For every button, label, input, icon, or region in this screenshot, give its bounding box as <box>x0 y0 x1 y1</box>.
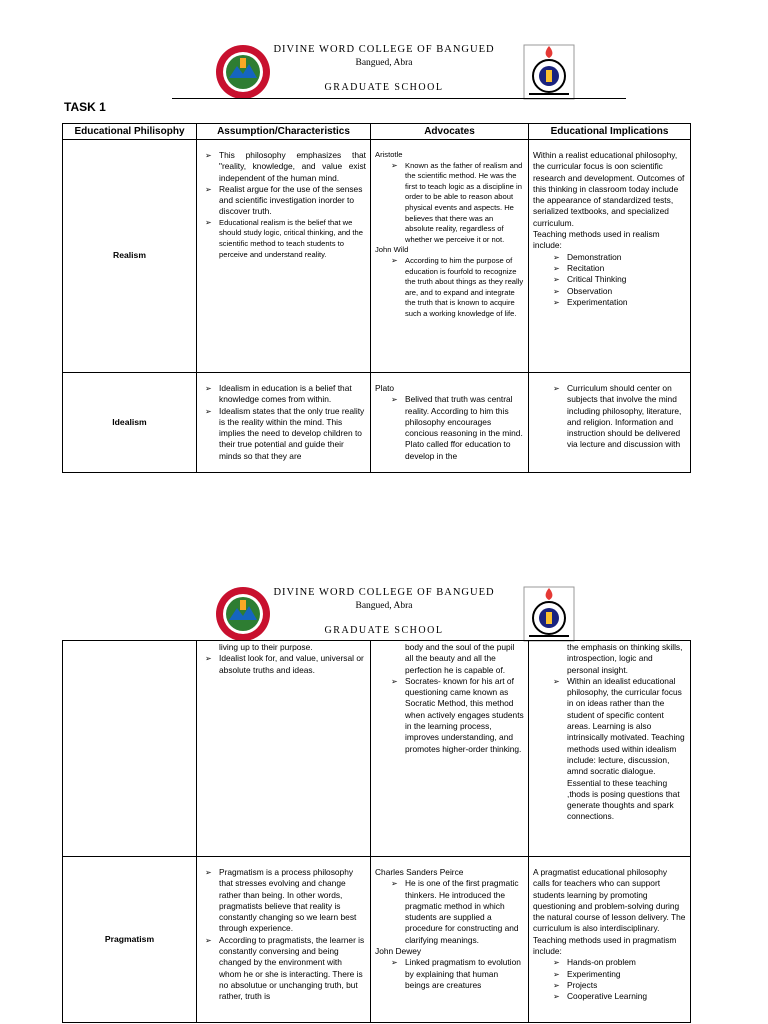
table-row-realism <box>63 140 691 373</box>
advocates-cell <box>371 641 529 857</box>
college-name: DIVINE WORD COLLEGE OF BANGUED <box>273 44 495 55</box>
list-item: ➢ Idealism states that the only true reality is the reality within the mind. This implies the need to develop children to their true potential and guide their minds so that they are <box>219 406 366 462</box>
advocate-name: John Dewey <box>375 946 422 957</box>
list-item: ➢ Observation <box>567 286 686 297</box>
implications-methods-intro: Teaching methods used in realism include: <box>533 229 660 251</box>
advocate-name: Plato <box>375 383 395 393</box>
list-item: ➢ He is one of the first pragmatic thinkers. He introduced the pragmatic method in which students are supplied a procedure for constructing and clarifying meanings. <box>405 878 524 946</box>
list-item: ➢ Linked pragmatism to evolution by explaining that human beings are creatures <box>405 957 524 991</box>
advocates-cell <box>371 857 529 1023</box>
implications-text: Within a realist educational philosophy, the curricular focus is oon scientific research and development. Outcomes of this thinking in classroom today include the appearance of standardized tests, serialized textbooks, and specialized curriculum. <box>533 150 685 228</box>
list-item: ➢ Socrates- known for his art of questioning came known as Socratic Method, this method when actively engages students in the learning process, improves understanding, and promotes higher-order thinking. <box>405 676 524 755</box>
task-label: TASK 1 <box>64 100 106 114</box>
continued-text: living up to their purpose. <box>219 642 313 652</box>
implications-cell <box>529 373 691 473</box>
list-item: ➢ Experimenting <box>567 969 686 980</box>
college-location: Bangued, Abra <box>355 601 413 611</box>
philosophy-name: Pragmatism <box>63 857 197 1023</box>
list-item: ➢ Recitation <box>567 263 686 274</box>
list-item: ➢ Cooperative Learning <box>567 991 686 1002</box>
list-item: ➢ Idealism in education is a belief that knowledge comes from within. <box>219 383 366 406</box>
list-item: ➢ Realist argue for the use of the senses and scientific investigation inorder to discover truth. <box>219 184 366 218</box>
list-item: ➢ Experimentation <box>567 297 686 308</box>
advocate-name: Aristotle <box>375 150 403 159</box>
assumptions-cell <box>197 140 371 373</box>
document-page-2 <box>0 570 768 1024</box>
assumptions-cell <box>197 857 371 1023</box>
list-item: ➢ Hands-on problem <box>567 957 686 968</box>
list-item: ➢ Idealist look for, and value, universal or absolute truths and ideas. <box>219 653 366 676</box>
list-item: ➢ Critical Thinking <box>567 274 686 285</box>
school-name: GRADUATE SCHOOL <box>324 82 444 93</box>
table-row-idealism <box>63 373 691 473</box>
table-row-idealism-continued <box>63 641 691 857</box>
implications-cell <box>529 641 691 857</box>
list-item: ➢ Projects <box>567 980 686 991</box>
philosophy-name: Idealism <box>63 373 197 473</box>
list-item: ➢ According to pragmatists, the learner is constantly conversing and being changed by the environment with whom he or she is interacting. There is no absolutue or unchanging truth, but rather, truth is <box>219 935 366 1003</box>
continued-text: body and the soul of the pupil all the beauty and all the perfection he is capable of. <box>405 642 515 675</box>
advocate-name: Charles Sanders Peirce <box>375 867 464 877</box>
list-item: ➢ Belived that truth was central reality. According to him this philosophy encourages concious reasoning in the mind. Plato called ffor education to develop in the <box>405 394 524 462</box>
column-header: Assumption/Characteristics <box>197 124 371 140</box>
assumptions-cell <box>197 373 371 473</box>
document-page-1 <box>0 0 768 500</box>
list-item: ➢ Demonstration <box>567 252 686 263</box>
column-header: Educational Implications <box>529 124 691 140</box>
advocates-cell <box>371 140 529 373</box>
philosophy-table-page-1 <box>62 123 691 473</box>
column-header: Advocates <box>371 124 529 140</box>
list-item: ➢ Curriculum should center on subjects that involve the mind including philosophy, literature, and religion. Information and instruction should be delivered via lecture and discussion with <box>567 383 686 451</box>
college-name: DIVINE WORD COLLEGE OF BANGUED <box>273 587 495 598</box>
list-item: ➢ Educational realism is the belief that we should study logic, critical thinking, and the scientific method to teach students to perceive and understand reality. <box>219 218 366 260</box>
continued-text: the emphasis on thinking skills, introspection, logic and personal insight. <box>567 642 683 675</box>
advocates-cell <box>371 373 529 473</box>
list-item: ➢ Within an idealist educational philosophy, the curricular focus in on ideas rather than the student of specific content areas. Learning is also intrinsically motivated. Teaching methods used within idealism include: lecture, discussion, amnd socratic dialogue. Essential to these teaching ,thods is posing questions that generate thoughts and spark connections. <box>567 676 686 823</box>
philosophy-table-page-2 <box>62 640 691 1023</box>
philosophy-name-empty <box>63 641 197 857</box>
implications-cell <box>529 857 691 1023</box>
school-name: GRADUATE SCHOOL <box>324 625 444 636</box>
philosophy-name: Realism <box>63 140 197 373</box>
list-item: ➢ According to him the purpose of education is fourfold to recognize the truth about things as they really are, and to expand and integrate the truth that is known to acquire such a working knowledge of life. <box>405 256 524 320</box>
column-header: Educational Philisophy <box>63 124 197 140</box>
table-header-row <box>63 124 691 140</box>
header-rule <box>172 98 626 99</box>
table-row-pragmatism <box>63 857 691 1023</box>
advocate-name: John Wild <box>375 245 409 255</box>
list-item: ➢ Pragmatism is a process philosophy that stresses evolving and change rather than being. In other words, pragmatists believe that reality is constantly changing so we learn best through experience. <box>219 867 366 935</box>
list-item: ➢ This philosophy emphasizes that "reality, knowledge, and value exist independent of the human mind. <box>219 150 366 184</box>
implications-text: A pragmatist educational philosophy calls for teachers who can support students learning by promoting questioning and problem-solving during the natural course of lesson delivery. The curriculum is also interdisciplinary. Teaching methods used in pragmatism include: <box>533 867 686 957</box>
assumptions-cell <box>197 641 371 857</box>
college-location: Bangued, Abra <box>355 58 413 68</box>
implications-cell <box>529 140 691 373</box>
list-item: ➢ Known as the father of realism and the scientific method. He was the first to teach logic as a discipline in order to be able to reason about physical events and aspects. He believes that there was an absolute reality, regardless of whether we perceive it or not. <box>405 161 524 246</box>
